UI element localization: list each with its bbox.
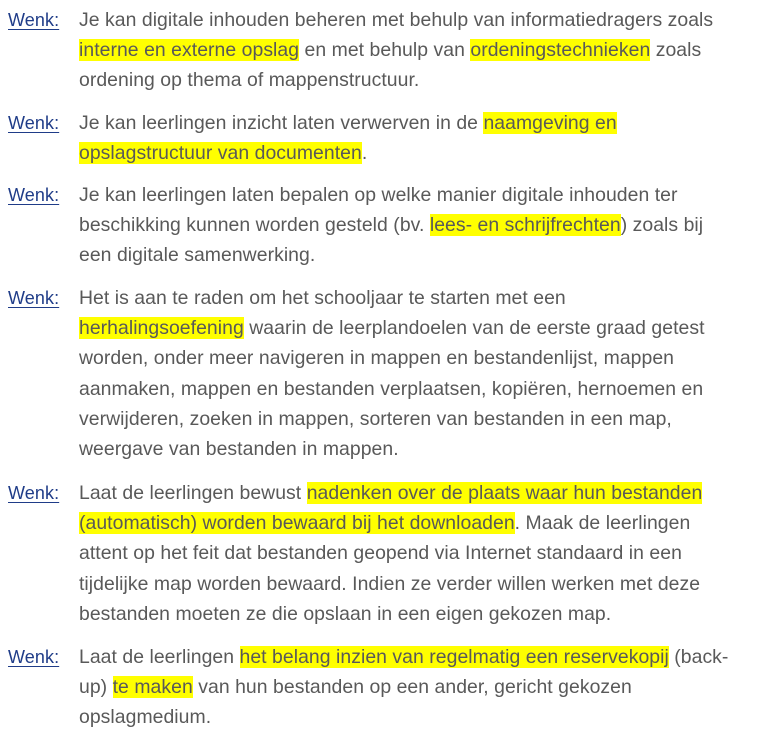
text-line xyxy=(79,374,779,404)
text-run: worden, onder meer navigeren in mappen en bestandenlijst, mappen xyxy=(79,347,674,370)
highlighted-text: het belang inzien van regelmatig een reservekopij xyxy=(239,646,669,668)
text-run: Je kan digitale inhouden beheren met behulp van informatiedragers zoals xyxy=(79,9,714,31)
tip-label: Wenk: xyxy=(8,288,60,308)
highlighted-text: naamgeving en xyxy=(483,112,617,134)
tip-label: Wenk: xyxy=(8,113,60,133)
highlighted-text: lees- en schrijfrechten xyxy=(429,214,621,237)
text-line xyxy=(79,538,779,568)
text-line xyxy=(79,569,779,599)
text-run: waarin de leerplandoelen van de eerste graad getest xyxy=(243,317,705,340)
text-line xyxy=(79,180,779,210)
text-line xyxy=(79,343,779,373)
highlighted-text: interne en externe opslag xyxy=(79,39,300,62)
text-line xyxy=(79,702,779,732)
text-run: Je kan leerlingen laten bepalen op welke manier digitale inhouden ter xyxy=(79,184,678,206)
highlighted-text: opslagstructuur van documenten xyxy=(79,142,362,165)
text-line xyxy=(79,434,779,464)
text-line xyxy=(79,478,779,508)
text-run: . Maak de leerlingen xyxy=(514,512,691,535)
highlighted-text: herhalingsoefening xyxy=(79,317,244,340)
text-run: Je kan leerlingen inzicht laten verwerven in de xyxy=(79,112,484,134)
tip-text xyxy=(79,478,779,629)
text-line xyxy=(79,313,779,343)
tip-label: Wenk: xyxy=(8,10,60,30)
text-run: Het is aan te raden om het schooljaar te starten met een xyxy=(79,287,566,309)
text-line xyxy=(79,108,779,138)
text-run: up) xyxy=(79,676,113,699)
highlighted-text: nadenken over de plaats waar hun bestanden xyxy=(306,482,703,504)
text-run: ordening op thema of mappenstructuur. xyxy=(79,69,420,92)
text-line xyxy=(79,210,779,240)
text-line xyxy=(79,65,779,95)
tip-label: Wenk: xyxy=(8,185,60,205)
highlighted-text: ordeningstechnieken xyxy=(470,39,651,62)
text-run: beschikking kunnen worden gesteld (bv. xyxy=(79,214,430,237)
text-run: ) zoals bij xyxy=(620,214,704,237)
text-run: een digitale samenwerking. xyxy=(79,244,316,267)
text-line xyxy=(79,240,779,270)
text-line xyxy=(79,5,779,35)
highlighted-text: (automatisch) worden bewaard bij het downloaden xyxy=(79,512,515,535)
text-run: Laat de leerlingen xyxy=(79,646,240,668)
highlighted-text: te maken xyxy=(112,676,193,699)
text-run: bestanden moeten ze die opslaan in een eigen gekozen map. xyxy=(79,602,612,625)
text-line xyxy=(79,138,779,168)
tip-text xyxy=(79,283,779,464)
text-line xyxy=(79,35,779,65)
text-line xyxy=(79,283,779,313)
text-run: en met behulp van xyxy=(299,39,471,62)
text-run: weergave van bestanden in mappen. xyxy=(79,438,399,461)
text-run: van hun bestanden op een ander, gericht gekozen xyxy=(192,676,632,699)
tip-label: Wenk: xyxy=(8,647,60,667)
text-run: attent op het feit dat bestanden geopend via Internet standaard in een xyxy=(79,542,682,565)
tip-text xyxy=(79,5,779,96)
tip-label: Wenk: xyxy=(8,483,60,503)
text-line xyxy=(79,599,779,629)
text-line xyxy=(79,508,779,538)
text-run: opslagmedium. xyxy=(79,706,212,729)
text-line xyxy=(79,404,779,434)
text-run: aanmaken, mappen en bestanden verplaatsen, kopiëren, hernoemen en xyxy=(79,377,704,400)
text-line xyxy=(79,642,779,672)
tip-text xyxy=(79,108,779,168)
text-run: zoals xyxy=(650,39,702,62)
text-run: Laat de leerlingen bewust xyxy=(79,482,307,504)
tip-text xyxy=(79,180,779,271)
text-run: . xyxy=(361,142,368,165)
tip-text xyxy=(79,642,779,733)
text-run: tijdelijke map worden bewaard. Indien ze verder willen werken met deze xyxy=(79,572,701,595)
text-run: verwijderen, zoeken in mappen, sorteren van bestanden in een map, xyxy=(79,407,672,430)
text-line xyxy=(79,672,779,702)
text-run: (back- xyxy=(668,646,729,668)
